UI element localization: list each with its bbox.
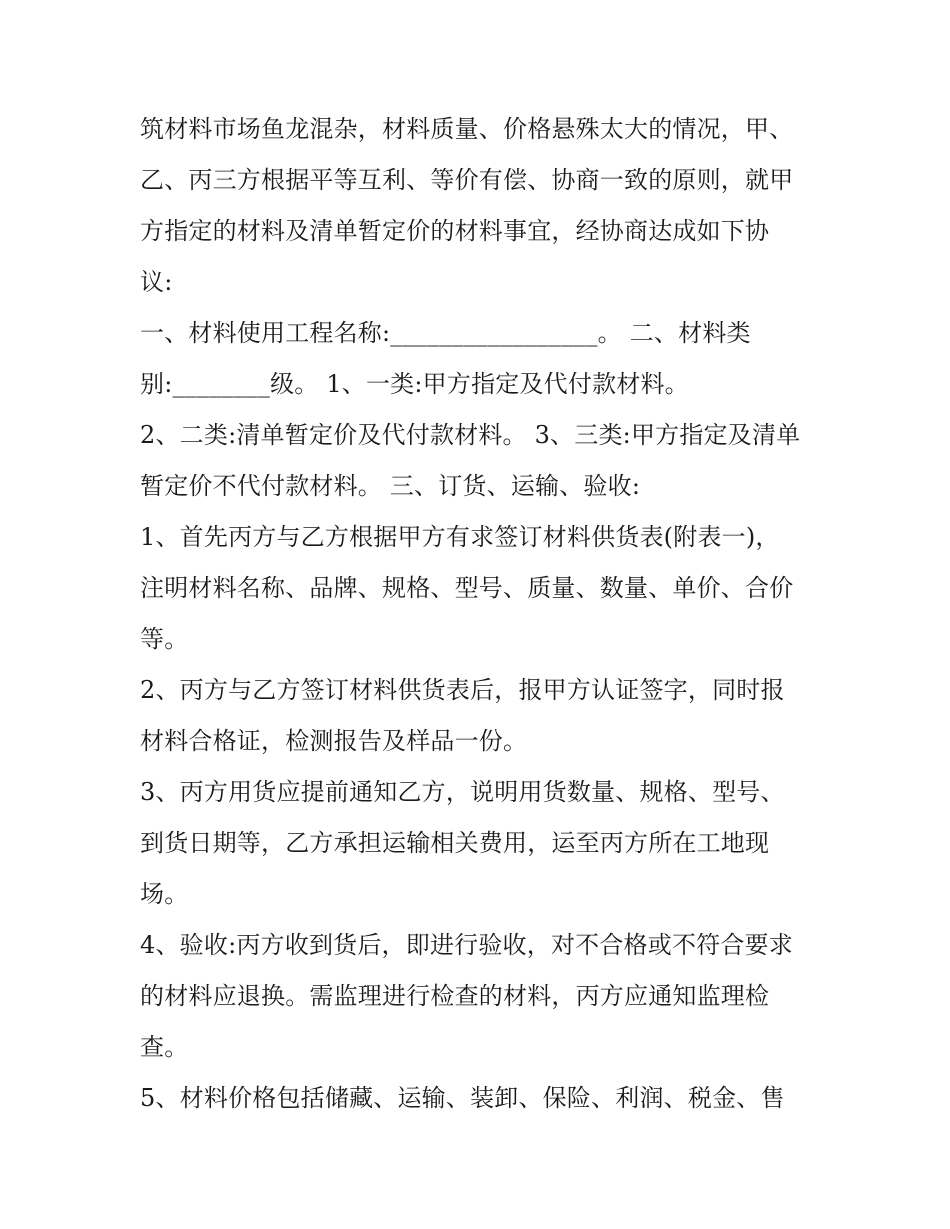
text-line: 2、丙方与乙方签订材料供货表后，报甲方认证签字，同时报 <box>140 676 785 704</box>
text-line: 1、首先丙方与乙方根据甲方有求签订材料供货表(附表一)， <box>140 523 780 551</box>
text-line: 3、丙方用货应提前通知乙方，说明用货数量、规格、型号、 <box>140 778 785 806</box>
text-line: 4、验收:丙方收到货后，即进行验收，对不合格或不符合要求 <box>140 931 793 959</box>
text-line: 5、材料价格包括储藏、运输、装卸、保险、利润、税金、售 <box>140 1084 785 1112</box>
text-line: 的材料应退换。需监理进行检查的材料，丙方应通知监理检 <box>140 982 770 1010</box>
text-line: 方指定的材料及清单暂定价的材料事宜，经协商达成如下协 <box>140 217 770 245</box>
text-line: 场。 <box>140 880 189 908</box>
text-line: 别:________级。 1、一类:甲方指定及代付款材料。 <box>140 370 689 398</box>
text-line: 等。 <box>140 625 189 653</box>
text-line: 查。 <box>140 1033 189 1061</box>
text-line: 到货日期等，乙方承担运输相关费用，运至丙方所在工地现 <box>140 829 770 857</box>
text-line: 2、二类:清单暂定价及代付款材料。 3、三类:甲方指定及清单 <box>140 421 801 449</box>
text-line: 议: <box>140 268 173 296</box>
text-line: 暂定价不代付款材料。 三、订货、运输、验收: <box>140 472 641 500</box>
text-line: 一、材料使用工程名称:_________________。 二、材料类 <box>140 319 751 347</box>
text-line: 筑材料市场鱼龙混杂，材料质量、价格悬殊太大的情况，甲、 <box>140 115 794 143</box>
text-line: 注明材料名称、品牌、规格、型号、质量、数量、单价、合价 <box>140 574 794 602</box>
text-line: 材料合格证，检测报告及样品一份。 <box>140 727 528 755</box>
text-line: 乙、丙三方根据平等互利、等价有偿、协商一致的原则，就甲 <box>140 166 794 194</box>
